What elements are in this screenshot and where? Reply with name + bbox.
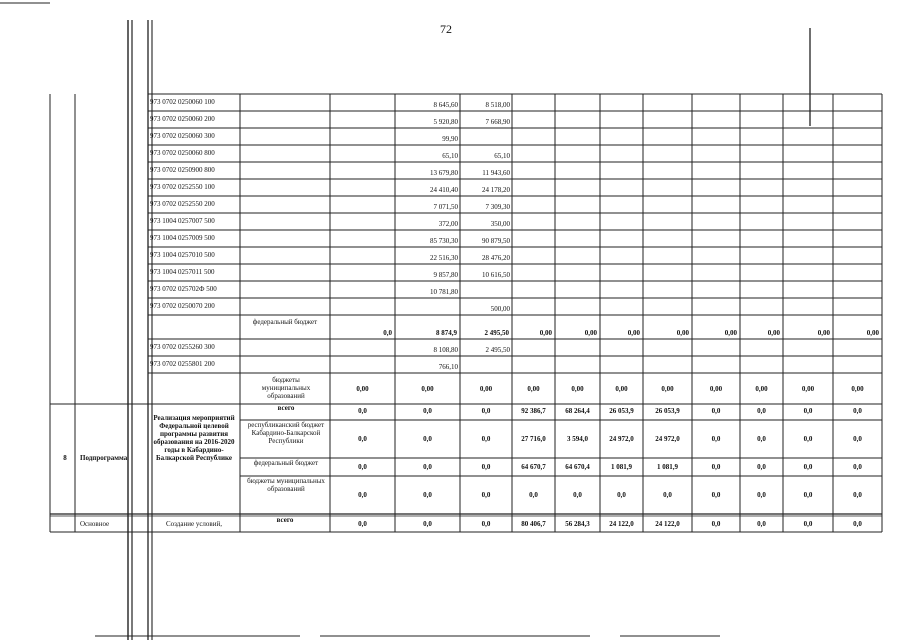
value-cell: 0,0 bbox=[711, 463, 721, 471]
value-cell: 0,0 bbox=[803, 435, 813, 443]
value-cell: 0,0 bbox=[423, 463, 432, 471]
value-cell: 0,0 bbox=[481, 520, 491, 528]
value-cell: 8 874,9 bbox=[436, 329, 457, 337]
value-cell: 0,0 bbox=[757, 407, 766, 415]
value-cell: 8 645,60 bbox=[433, 101, 458, 109]
value-cell: 0,0 bbox=[853, 435, 862, 443]
value-cell: 0,0 bbox=[853, 407, 862, 415]
value-cell: 68 264,4 bbox=[565, 407, 590, 415]
value-cell: 1 081,9 bbox=[657, 463, 678, 471]
value-cell: 10 616,50 bbox=[482, 271, 510, 279]
value-cell: 0,0 bbox=[853, 463, 862, 471]
budget-code: 973 0702 0250900 800 bbox=[150, 166, 215, 174]
value-cell: 7 668,90 bbox=[485, 118, 510, 126]
value-cell: 27 716,0 bbox=[521, 435, 546, 443]
value-cell: 2 495,50 bbox=[484, 329, 509, 337]
funding-source-label: федеральный бюджет bbox=[252, 318, 318, 326]
value-cell: 0,0 bbox=[757, 491, 766, 499]
value-cell: 24 410,40 bbox=[430, 186, 458, 194]
value-cell: 350,00 bbox=[490, 220, 510, 228]
value-cell: 1 081,9 bbox=[611, 463, 632, 471]
value-cell: 0,0 bbox=[711, 435, 721, 443]
value-cell: 0,0 bbox=[358, 491, 367, 499]
funding-source-label: всего bbox=[276, 516, 294, 524]
value-cell: 0,0 bbox=[711, 491, 721, 499]
row-type: Основное bbox=[80, 520, 110, 528]
budget-code: 973 0702 0250070 200 bbox=[150, 302, 215, 310]
value-cell: 80 406,7 bbox=[521, 520, 546, 528]
value-cell: 65,10 bbox=[442, 152, 458, 160]
value-cell: 0,00 bbox=[767, 329, 780, 337]
budget-code: 973 0702 025702Ф 500 bbox=[150, 285, 217, 293]
value-cell: 0,00 bbox=[527, 385, 540, 393]
value-cell: 9 857,80 bbox=[433, 271, 458, 279]
value-cell: 0,00 bbox=[539, 329, 552, 337]
value-cell: 0,0 bbox=[803, 463, 813, 471]
value-cell: 0,0 bbox=[358, 520, 367, 528]
value-cell: 0,0 bbox=[358, 463, 367, 471]
value-cell: 0,0 bbox=[757, 520, 766, 528]
value-cell: 0,0 bbox=[853, 491, 862, 499]
value-cell: 0,0 bbox=[663, 491, 672, 499]
value-cell: 500,00 bbox=[490, 305, 510, 313]
value-cell: 26 053,9 bbox=[609, 407, 634, 415]
value-cell: 0,00 bbox=[615, 385, 628, 393]
value-cell: 0,0 bbox=[481, 407, 491, 415]
value-cell: 0,0 bbox=[803, 520, 813, 528]
value-cell: 24 972,0 bbox=[609, 435, 634, 443]
budget-code: 973 0702 0252550 200 bbox=[150, 200, 215, 208]
value-cell: 64 670,7 bbox=[521, 463, 546, 471]
value-cell: 7 071,50 bbox=[433, 203, 458, 211]
budget-code: 973 0702 0250060 800 bbox=[150, 149, 215, 157]
value-cell: 0,0 bbox=[358, 407, 367, 415]
value-cell: 0,00 bbox=[851, 385, 864, 393]
funding-source-label: федеральный бюджет bbox=[253, 459, 319, 467]
value-cell: 24 122,0 bbox=[609, 520, 634, 528]
value-cell: 0,0 bbox=[358, 435, 367, 443]
value-cell: 0,0 bbox=[423, 520, 432, 528]
budget-code: 973 1004 0257011 500 bbox=[150, 268, 215, 276]
budget-code: 973 1004 0257007 500 bbox=[150, 217, 215, 225]
value-cell: 0,00 bbox=[421, 385, 434, 393]
value-cell: 10 781,80 bbox=[430, 288, 458, 296]
value-cell: 8 108,80 bbox=[433, 346, 458, 354]
value-cell: 24 122,0 bbox=[655, 520, 680, 528]
value-cell: 0,0 bbox=[573, 491, 582, 499]
value-cell: 0,0 bbox=[423, 407, 432, 415]
value-cell: 372,00 bbox=[438, 220, 458, 228]
value-cell: 766,10 bbox=[438, 363, 458, 371]
value-cell: 90 879,50 bbox=[482, 237, 510, 245]
value-cell: 28 476,20 bbox=[482, 254, 510, 262]
budget-code: 973 0702 0250060 200 bbox=[150, 115, 215, 123]
value-cell: 0,0 bbox=[617, 491, 626, 499]
budget-code: 973 0702 0250060 100 bbox=[150, 98, 215, 106]
value-cell: 56 284,3 bbox=[565, 520, 590, 528]
subprogram-number: 8 bbox=[63, 454, 67, 462]
value-cell: 64 670,4 bbox=[565, 463, 590, 471]
budget-code: 973 0702 0252550 100 bbox=[150, 183, 215, 191]
value-cell: 0,0 bbox=[711, 407, 721, 415]
value-cell: 0,00 bbox=[571, 385, 584, 393]
value-cell: 3 594,0 bbox=[567, 435, 588, 443]
value-cell: 0,00 bbox=[479, 385, 493, 393]
budget-code: 973 0702 0255260 300 bbox=[150, 343, 215, 351]
value-cell: 5 920,80 bbox=[433, 118, 458, 126]
value-cell: 26 053,9 bbox=[655, 407, 680, 415]
value-cell: 0,0 bbox=[481, 435, 491, 443]
value-cell: 2 495,50 bbox=[485, 346, 510, 354]
value-cell: 0,00 bbox=[584, 329, 597, 337]
funding-source-label: всего bbox=[277, 404, 295, 412]
value-cell: 7 309,30 bbox=[485, 203, 510, 211]
value-cell: 0,0 bbox=[803, 491, 813, 499]
value-cell: 0,0 bbox=[757, 463, 766, 471]
value-cell: 0,0 bbox=[383, 329, 392, 337]
value-cell: 8 518,00 bbox=[485, 101, 510, 109]
value-cell: 0,0 bbox=[529, 491, 538, 499]
subprogram-type: Подпрограмма bbox=[80, 454, 128, 462]
budget-code: 973 0702 0250060 300 bbox=[150, 132, 215, 140]
value-cell: 0,00 bbox=[356, 385, 369, 393]
value-cell: 85 730,30 bbox=[430, 237, 458, 245]
value-cell: 0,00 bbox=[627, 329, 640, 337]
budget-code: 973 1004 0257010 500 bbox=[150, 251, 215, 259]
value-cell: 0,0 bbox=[757, 435, 766, 443]
value-cell: 24 972,0 bbox=[655, 435, 680, 443]
value-cell: 0,00 bbox=[866, 329, 879, 337]
value-cell: 0,00 bbox=[724, 329, 737, 337]
value-cell: 13 679,80 bbox=[430, 169, 458, 177]
value-cell: 0,0 bbox=[423, 435, 432, 443]
value-cell: 11 943,60 bbox=[482, 169, 510, 177]
value-cell: 0,0 bbox=[853, 520, 862, 528]
funding-source-label: бюджеты муниципальных образований bbox=[261, 376, 311, 400]
value-cell: 0,00 bbox=[661, 385, 674, 393]
page-number: 72 bbox=[440, 22, 452, 36]
budget-code: 973 0702 0255801 200 bbox=[150, 360, 215, 368]
value-cell: 24 178,20 bbox=[482, 186, 510, 194]
value-cell: 0,00 bbox=[801, 385, 815, 393]
value-cell: 0,00 bbox=[817, 329, 830, 337]
funding-source-label: бюджеты муниципальных образований bbox=[247, 477, 325, 493]
value-cell: 0,00 bbox=[676, 329, 689, 337]
row-name: Создание условий, bbox=[166, 520, 222, 528]
funding-source-label: республиканский бюджет Кабардино-Балкарской Республики bbox=[247, 421, 325, 445]
value-cell: 0,0 bbox=[481, 491, 491, 499]
value-cell: 65,10 bbox=[494, 152, 510, 160]
subprogram-name: Реализация мероприятий Федеральной целевой программы развития образования на 2016-2020 годы в Кабардино-Балкарской Республике bbox=[153, 414, 235, 462]
value-cell: 99,90 bbox=[442, 135, 458, 143]
value-cell: 0,0 bbox=[711, 520, 721, 528]
value-cell: 0,0 bbox=[803, 407, 813, 415]
budget-code: 973 1004 0257009 500 bbox=[150, 234, 215, 242]
value-cell: 0,0 bbox=[481, 463, 491, 471]
value-cell: 0,00 bbox=[709, 385, 723, 393]
value-cell: 0,0 bbox=[423, 491, 432, 499]
value-cell: 0,00 bbox=[755, 385, 768, 393]
value-cell: 92 386,7 bbox=[521, 407, 546, 415]
value-cell: 22 516,30 bbox=[430, 254, 458, 262]
